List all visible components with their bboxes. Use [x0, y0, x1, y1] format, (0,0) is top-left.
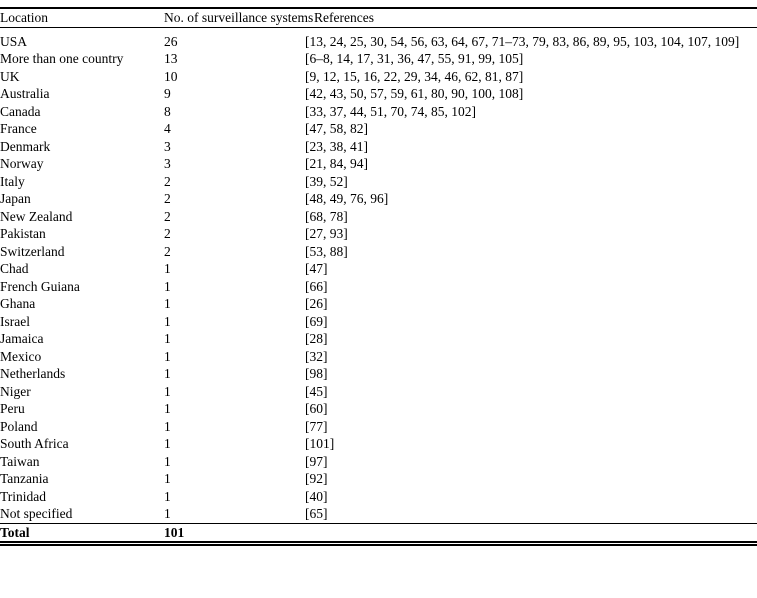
references-cell	[305, 453, 757, 471]
location-cell: Chad	[0, 261, 29, 276]
location-cell: Pakistan	[0, 226, 46, 241]
table-row	[0, 418, 757, 436]
references-text: [40]	[305, 488, 328, 504]
table-row	[0, 50, 757, 68]
references-cell	[305, 488, 757, 506]
count-cell: 1	[164, 366, 171, 381]
references-text: [48, 49, 76, 96]	[305, 191, 389, 206]
table-row	[0, 435, 757, 453]
table-row	[0, 505, 757, 523]
table-header	[0, 8, 757, 27]
references-cell	[305, 313, 757, 331]
location-cell: USA	[0, 33, 28, 49]
total-label: Total	[0, 523, 164, 544]
location-cell: Tanzania	[0, 471, 49, 486]
references-text: [27, 93]	[305, 226, 348, 241]
references-text: [21, 84, 94]	[305, 156, 368, 171]
references-cell	[305, 278, 757, 296]
location-cell: Ghana	[0, 296, 36, 311]
references-text: [32]	[305, 348, 328, 364]
references-text: [47, 58, 82]	[305, 121, 368, 136]
references-cell	[305, 260, 757, 278]
table-row	[0, 488, 757, 506]
references-cell	[305, 400, 757, 418]
header-location: Location	[0, 8, 164, 27]
count-cell: 2	[164, 191, 171, 206]
references-text: [92]	[305, 471, 328, 486]
references-text: [9, 12, 15, 16, 22, 29, 34, 46, 62, 81, 87]	[305, 68, 524, 84]
count-cell: 3	[164, 156, 171, 171]
count-cell: 1	[164, 488, 171, 504]
total-count: 101	[164, 523, 314, 544]
location-cell: Peru	[0, 401, 25, 416]
location-cell: France	[0, 121, 37, 136]
table-row	[0, 400, 757, 418]
references-text: [77]	[305, 418, 328, 434]
count-cell: 1	[164, 453, 171, 469]
table-row	[0, 295, 757, 313]
location-cell: Mexico	[0, 348, 42, 364]
count-cell: 1	[164, 506, 171, 521]
count-cell: 4	[164, 121, 171, 136]
table-row	[0, 470, 757, 488]
table-row	[0, 138, 757, 156]
references-text: [68, 78]	[305, 208, 348, 224]
references-cell	[305, 68, 757, 86]
header-row	[0, 8, 757, 27]
location-cell: New Zealand	[0, 208, 73, 224]
references-cell	[305, 505, 757, 523]
table-row	[0, 365, 757, 383]
references-cell	[305, 330, 757, 348]
table-row	[0, 243, 757, 261]
references-text: [66]	[305, 278, 328, 294]
table-row	[0, 208, 757, 226]
count-cell: 1	[164, 331, 171, 346]
references-cell	[305, 348, 757, 366]
table-row	[0, 27, 757, 50]
references-text: [101]	[305, 436, 335, 451]
references-cell	[305, 173, 757, 191]
count-cell: 10	[164, 68, 178, 84]
references-cell	[305, 208, 757, 226]
count-cell: 1	[164, 296, 171, 311]
table-row	[0, 155, 757, 173]
location-cell: Not specified	[0, 506, 73, 521]
count-cell: 1	[164, 261, 171, 276]
location-cell: Jamaica	[0, 331, 44, 346]
count-cell: 2	[164, 173, 171, 189]
count-cell: 1	[164, 383, 171, 399]
count-cell: 2	[164, 226, 171, 241]
table-body	[0, 27, 757, 523]
table-row	[0, 260, 757, 278]
table-row	[0, 190, 757, 208]
references-text: [97]	[305, 453, 328, 469]
location-cell: More than one country	[0, 51, 124, 66]
total-row	[0, 523, 757, 544]
count-cell: 1	[164, 313, 171, 329]
references-cell	[305, 27, 757, 50]
count-cell: 2	[164, 208, 171, 224]
references-cell	[305, 365, 757, 383]
count-cell: 1	[164, 471, 171, 486]
count-cell: 3	[164, 138, 171, 154]
references-cell	[305, 103, 757, 121]
references-text: [28]	[305, 331, 328, 346]
table-row	[0, 85, 757, 103]
table-row	[0, 453, 757, 471]
references-cell	[305, 138, 757, 156]
table-row	[0, 68, 757, 86]
location-cell: Netherlands	[0, 366, 66, 381]
count-cell: 1	[164, 348, 171, 364]
references-text: [98]	[305, 366, 328, 381]
table-row	[0, 313, 757, 331]
references-cell	[305, 295, 757, 313]
location-cell: Canada	[0, 103, 41, 119]
references-cell	[305, 85, 757, 103]
count-cell: 1	[164, 418, 171, 434]
count-cell: 1	[164, 436, 171, 451]
location-cell: UK	[0, 68, 20, 84]
table-row	[0, 120, 757, 138]
location-cell: Niger	[0, 383, 31, 399]
table-row	[0, 173, 757, 191]
location-cell: Australia	[0, 86, 50, 101]
location-cell: Denmark	[0, 138, 51, 154]
references-text: [39, 52]	[305, 173, 348, 189]
references-text: [69]	[305, 313, 328, 329]
table-footer	[0, 523, 757, 544]
total-refs-empty	[314, 523, 757, 544]
references-cell	[305, 190, 757, 208]
references-cell	[305, 50, 757, 68]
references-cell	[305, 243, 757, 261]
references-text: [47]	[305, 261, 328, 276]
references-text: [23, 38, 41]	[305, 138, 368, 154]
location-cell: Japan	[0, 191, 31, 206]
location-cell: Norway	[0, 156, 44, 171]
table-row	[0, 225, 757, 243]
references-text: [53, 88]	[305, 243, 348, 259]
table-row	[0, 348, 757, 366]
references-text: [60]	[305, 401, 328, 416]
table-row	[0, 103, 757, 121]
references-text: [26]	[305, 296, 328, 311]
references-cell	[305, 435, 757, 453]
table-row	[0, 278, 757, 296]
location-cell: French Guiana	[0, 278, 80, 294]
surveillance-table	[0, 7, 757, 546]
header-count: No. of surveillance systems	[164, 10, 314, 25]
location-cell: Israel	[0, 313, 30, 329]
count-cell: 1	[164, 278, 171, 294]
references-text: [33, 37, 44, 51, 70, 74, 85, 102]	[305, 103, 476, 119]
references-cell	[305, 120, 757, 138]
references-text: [13, 24, 25, 30, 54, 56, 63, 64, 67, 71–73, 79, 83, 86, 89, 95, 103, 104, 107, 109]	[305, 33, 740, 49]
references-text: [42, 43, 50, 57, 59, 61, 80, 90, 100, 108]	[305, 86, 524, 101]
location-cell: South Africa	[0, 436, 69, 451]
header-references: References	[314, 8, 757, 27]
references-cell	[305, 225, 757, 243]
location-cell: Switzerland	[0, 243, 65, 259]
count-cell: 26	[164, 33, 178, 49]
table-row	[0, 330, 757, 348]
references-cell	[305, 418, 757, 436]
references-text: [6–8, 14, 17, 31, 36, 47, 55, 91, 99, 105]	[305, 51, 524, 66]
count-cell: 9	[164, 86, 171, 101]
count-cell: 2	[164, 243, 171, 259]
references-cell	[305, 383, 757, 401]
count-cell: 1	[164, 401, 171, 416]
location-cell: Taiwan	[0, 453, 40, 469]
references-text: [45]	[305, 383, 328, 399]
table-row	[0, 383, 757, 401]
location-cell: Poland	[0, 418, 38, 434]
count-cell: 13	[164, 51, 178, 66]
references-cell	[305, 470, 757, 488]
count-cell: 8	[164, 103, 171, 119]
location-cell: Trinidad	[0, 488, 47, 504]
references-cell	[305, 155, 757, 173]
location-cell: Italy	[0, 173, 25, 189]
references-text: [65]	[305, 506, 328, 521]
